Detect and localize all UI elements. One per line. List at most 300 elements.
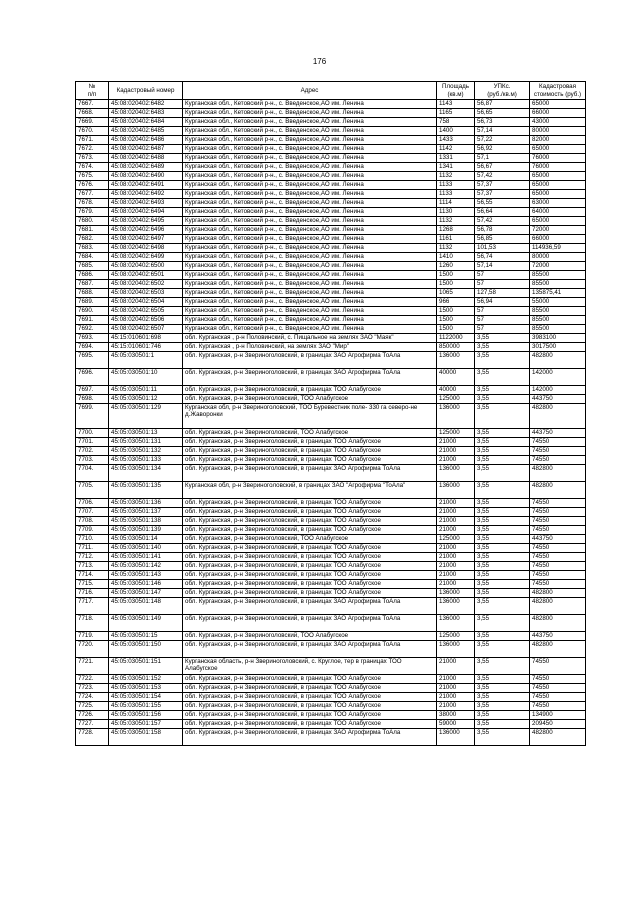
cell-address: обл. Курганская, р-н Звериноголовский, ТОО Алабугское: [183, 535, 437, 544]
cell-area: 21000: [437, 702, 475, 711]
table-row: [76, 544, 586, 553]
cell-row-number: 7704.: [76, 465, 109, 482]
cell-cadastral-number: 45:05:030501:12: [109, 395, 183, 404]
table-row: [76, 562, 586, 571]
cell-address: Курганская обл., Кетовский р-н., с. Введенское,АО им. Ленина: [183, 154, 437, 163]
table-row: [76, 118, 586, 127]
cell-area: 1132: [437, 172, 475, 181]
cell-upks: 3,55: [475, 508, 530, 517]
cell-cadastral-number: 45:08:020402:6495: [109, 217, 183, 226]
cell-cadastral-number: 45:08:020402:6492: [109, 190, 183, 199]
cell-cadastral-value: 85500: [530, 307, 586, 316]
cell-address: обл. Курганская, р-н Звериноголовский, в границах ТОО Алабугское: [183, 438, 437, 447]
cell-cadastral-number: 45:05:030501:143: [109, 571, 183, 580]
cell-upks: 3,55: [475, 729, 530, 746]
cell-cadastral-number: 45:05:030501:152: [109, 675, 183, 684]
cell-row-number: 7722.: [76, 675, 109, 684]
cell-cadastral-number: 45:05:030501:154: [109, 693, 183, 702]
cell-cadastral-value: 63000: [530, 199, 586, 208]
cell-cadastral-value: 74550: [530, 544, 586, 553]
cell-row-number: 7724.: [76, 693, 109, 702]
table-body: [76, 100, 586, 746]
cell-area: 1268: [437, 226, 475, 235]
cell-address: обл. Курганская , р-н Половинский, с. Пищальное на землях ЗАО "Маяк": [183, 334, 437, 343]
cell-row-number: 7707.: [76, 508, 109, 517]
cell-address: Курганская обл, р-н Звериноголовский, в границах ЗАО "Агрофирма "ТоАла": [183, 482, 437, 499]
cell-cadastral-value: 74550: [530, 658, 586, 675]
cell-area: 21000: [437, 447, 475, 456]
cell-cadastral-number: 45:05:030501:15: [109, 632, 183, 641]
cell-row-number: 7688.: [76, 289, 109, 298]
cell-cadastral-number: 45:05:030501:158: [109, 729, 183, 746]
cell-cadastral-number: 45:08:020402:6483: [109, 109, 183, 118]
cell-upks: 3,55: [475, 632, 530, 641]
cell-cadastral-number: 45:05:030501:129: [109, 404, 183, 429]
cell-cadastral-number: 45:05:030501:1: [109, 352, 183, 369]
cell-cadastral-value: 74550: [530, 447, 586, 456]
cell-area: 136000: [437, 404, 475, 429]
cell-address: Курганская область, р-н Звериноголовский, с. Круглое, тер в границах ТОО Алабугское: [183, 658, 437, 675]
cell-area: 136000: [437, 482, 475, 499]
table-row: [76, 729, 586, 746]
cell-row-number: 7691.: [76, 316, 109, 325]
table-row: [76, 352, 586, 369]
cell-row-number: 7681.: [76, 226, 109, 235]
cell-cadastral-value: 3017500: [530, 343, 586, 352]
cell-area: 136000: [437, 641, 475, 658]
cell-cadastral-number: 45:15:010601:698: [109, 334, 183, 343]
cell-area: 21000: [437, 499, 475, 508]
cell-address: обл. Курганская, р-н Звериноголовский, в границах ТОО Алабугское: [183, 386, 437, 395]
cell-upks: 3,55: [475, 395, 530, 404]
cell-upks: 57,14: [475, 262, 530, 271]
cell-upks: 56,55: [475, 199, 530, 208]
cell-upks: 57: [475, 271, 530, 280]
cell-upks: 3,55: [475, 352, 530, 369]
table-row: [76, 589, 586, 598]
cell-upks: 3,55: [475, 517, 530, 526]
cell-cadastral-value: 142000: [530, 369, 586, 386]
table-row: [76, 684, 586, 693]
table-row: [76, 208, 586, 217]
cell-row-number: 7670.: [76, 127, 109, 136]
table-row: [76, 307, 586, 316]
cell-upks: 127,58: [475, 289, 530, 298]
cell-cadastral-number: 45:05:030501:156: [109, 711, 183, 720]
cell-row-number: 7675.: [76, 172, 109, 181]
cell-area: 1400: [437, 127, 475, 136]
cell-area: 136000: [437, 352, 475, 369]
cell-row-number: 7686.: [76, 271, 109, 280]
cell-address: обл. Курганская, р-н Звериноголовский, в границах ТОО Алабугское: [183, 589, 437, 598]
cell-upks: 3,55: [475, 684, 530, 693]
table-row: [76, 136, 586, 145]
table-row: [76, 199, 586, 208]
page-number: 176: [312, 57, 327, 66]
cell-cadastral-number: 45:05:030501:155: [109, 702, 183, 711]
cell-row-number: 7714.: [76, 571, 109, 580]
cell-address: Курганская обл., Кетовский р-н., с. Введенское,АО им. Ленина: [183, 235, 437, 244]
cell-upks: 56,74: [475, 253, 530, 262]
cell-cadastral-value: 82000: [530, 136, 586, 145]
cell-address: Курганская обл., Кетовский р-н., с. Введенское,АО им. Ленина: [183, 118, 437, 127]
cell-area: 21000: [437, 553, 475, 562]
cell-cadastral-number: 45:08:020402:6505: [109, 307, 183, 316]
cell-area: 21000: [437, 658, 475, 675]
cell-cadastral-number: 45:15:010601:746: [109, 343, 183, 352]
cell-cadastral-value: 3983100: [530, 334, 586, 343]
cell-cadastral-value: 80000: [530, 127, 586, 136]
table-row: [76, 163, 586, 172]
cell-address: Курганская обл., Кетовский р-н., с. Введенское,АО им. Ленина: [183, 136, 437, 145]
cell-address: Курганская обл., Кетовский р-н., с. Введенское,АО им. Ленина: [183, 190, 437, 199]
cell-cadastral-number: 45:05:030501:141: [109, 553, 183, 562]
cell-address: обл. Курганская , р-н Половинский, на землях ЗАО "Мир": [183, 343, 437, 352]
cell-cadastral-number: 45:08:020402:6502: [109, 280, 183, 289]
cell-upks: 3,55: [475, 702, 530, 711]
cell-address: обл. Курганская, р-н Звериноголовский, в границах ТОО Алабугское: [183, 720, 437, 729]
cell-row-number: 7702.: [76, 447, 109, 456]
cell-upks: 57,14: [475, 127, 530, 136]
cell-upks: 57: [475, 325, 530, 334]
cell-cadastral-value: 64000: [530, 208, 586, 217]
cell-upks: 57,37: [475, 190, 530, 199]
column-header-cadastral-value: Кадастровая стоимость (руб.): [530, 82, 586, 100]
column-header-address: Адрес: [183, 82, 437, 100]
table-row: [76, 262, 586, 271]
cell-cadastral-value: 74550: [530, 580, 586, 589]
table-row: [76, 641, 586, 658]
cell-upks: 3,55: [475, 447, 530, 456]
cell-area: 1500: [437, 307, 475, 316]
cell-upks: 57,1: [475, 154, 530, 163]
cell-area: 1130: [437, 208, 475, 217]
cell-upks: 3,55: [475, 675, 530, 684]
cell-cadastral-number: 45:05:030501:137: [109, 508, 183, 517]
cell-row-number: 7689.: [76, 298, 109, 307]
cell-area: 1165: [437, 109, 475, 118]
cell-area: 1410: [437, 253, 475, 262]
cell-area: 1122000: [437, 334, 475, 343]
cell-row-number: 7709.: [76, 526, 109, 535]
cell-area: 758: [437, 118, 475, 127]
cell-address: Курганская обл., Кетовский р-н., с. Введенское,АО им. Ленина: [183, 181, 437, 190]
cell-address: обл. Курганская, р-н Звериноголовский, в границах ТОО Алабугское: [183, 675, 437, 684]
cell-area: 1142: [437, 145, 475, 154]
cell-area: 1433: [437, 136, 475, 145]
cell-area: 1260: [437, 262, 475, 271]
cell-cadastral-number: 45:05:030501:146: [109, 580, 183, 589]
cell-cadastral-number: 45:08:020402:6486: [109, 136, 183, 145]
table-row: [76, 235, 586, 244]
cell-cadastral-number: 45:08:020402:6490: [109, 172, 183, 181]
cell-row-number: 7695.: [76, 352, 109, 369]
table-row: [76, 343, 586, 352]
cell-row-number: 7685.: [76, 262, 109, 271]
table-row: [76, 580, 586, 589]
cell-row-number: 7678.: [76, 199, 109, 208]
cell-upks: 56,92: [475, 145, 530, 154]
cell-cadastral-number: 45:08:020402:6500: [109, 262, 183, 271]
table-row: [76, 535, 586, 544]
cell-row-number: 7723.: [76, 684, 109, 693]
cell-cadastral-value: 66000: [530, 235, 586, 244]
cell-row-number: 7674.: [76, 163, 109, 172]
cell-upks: 57: [475, 280, 530, 289]
cell-address: обл. Курганская, р-н Звериноголовский, в границах ЗАО Агрофирма ТоАла: [183, 465, 437, 482]
cell-address: обл. Курганская, р-н Звериноголовский, в границах ЗАО Агрофирма ТоАла: [183, 369, 437, 386]
cell-cadastral-value: 74550: [530, 562, 586, 571]
cell-cadastral-value: 142000: [530, 386, 586, 395]
cell-upks: 57: [475, 307, 530, 316]
cell-area: 1331: [437, 154, 475, 163]
cell-upks: 56,73: [475, 118, 530, 127]
cell-upks: 3,55: [475, 658, 530, 675]
cell-address: обл. Курганская, р-н Звериноголовский, в границах ТОО Алабугское: [183, 571, 437, 580]
cell-cadastral-number: 45:05:030501:148: [109, 598, 183, 615]
cell-cadastral-value: 85500: [530, 316, 586, 325]
cell-cadastral-value: 443750: [530, 395, 586, 404]
cell-area: 21000: [437, 571, 475, 580]
cell-address: обл. Курганская, р-н Звериноголовский, в границах ТОО Алабугское: [183, 517, 437, 526]
cell-area: 59000: [437, 720, 475, 729]
table-row: [76, 517, 586, 526]
cell-cadastral-value: 74550: [530, 684, 586, 693]
cell-area: 21000: [437, 438, 475, 447]
cell-cadastral-value: 482800: [530, 589, 586, 598]
cell-row-number: 7712.: [76, 553, 109, 562]
cell-address: обл. Курганская, р-н Звериноголовский, в границах ТОО Алабугское: [183, 508, 437, 517]
cell-cadastral-number: 45:05:030501:147: [109, 589, 183, 598]
cell-address: Курганская обл., Кетовский р-н., с. Введенское,АО им. Ленина: [183, 199, 437, 208]
cell-address: обл. Курганская, р-н Звериноголовский, в границах ТОО Алабугское: [183, 693, 437, 702]
cell-cadastral-number: 45:08:020402:6484: [109, 118, 183, 127]
cell-address: Курганская обл., Кетовский р-н., с. Введенское,АО им. Ленина: [183, 217, 437, 226]
cell-cadastral-number: 45:05:030501:10: [109, 369, 183, 386]
table-row: [76, 658, 586, 675]
table-row: [76, 465, 586, 482]
table-row: [76, 711, 586, 720]
cell-cadastral-value: 65000: [530, 190, 586, 199]
cell-address: Курганская обл., Кетовский р-н., с. Введенское,АО им. Ленина: [183, 271, 437, 280]
cell-upks: 56,64: [475, 208, 530, 217]
cell-address: Курганская обл., Кетовский р-н., с. Введенское,АО им. Ленина: [183, 100, 437, 109]
cell-address: обл. Курганская, р-н Звериноголовский, в границах ТОО Алабугское: [183, 562, 437, 571]
table-row: [76, 298, 586, 307]
cell-cadastral-number: 45:05:030501:135: [109, 482, 183, 499]
cell-cadastral-value: 443750: [530, 429, 586, 438]
cell-area: 1133: [437, 190, 475, 199]
cell-cadastral-value: 114936,59: [530, 244, 586, 253]
cell-address: обл. Курганская, р-н Звериноголовский, ТОО Алабугское: [183, 395, 437, 404]
table-row: [76, 499, 586, 508]
cell-address: Курганская обл., Кетовский р-н., с. Введенское,АО им. Ленина: [183, 280, 437, 289]
cell-row-number: 7684.: [76, 253, 109, 262]
cell-row-number: 7692.: [76, 325, 109, 334]
cell-row-number: 7726.: [76, 711, 109, 720]
cell-row-number: 7667.: [76, 100, 109, 109]
table-row: [76, 702, 586, 711]
cell-row-number: 7699.: [76, 404, 109, 429]
table-row: [76, 508, 586, 517]
cell-area: 136000: [437, 729, 475, 746]
cell-cadastral-value: 85500: [530, 271, 586, 280]
cell-upks: 56,94: [475, 298, 530, 307]
cell-row-number: 7697.: [76, 386, 109, 395]
cell-cadastral-value: 482800: [530, 615, 586, 632]
cell-row-number: 7693.: [76, 334, 109, 343]
cell-address: обл. Курганская, р-н Звериноголовский, ТОО Алабугское: [183, 632, 437, 641]
table-row: [76, 271, 586, 280]
cell-cadastral-number: 45:08:020402:6487: [109, 145, 183, 154]
table-row: [76, 447, 586, 456]
cell-upks: 57,42: [475, 172, 530, 181]
cell-upks: 3,55: [475, 386, 530, 395]
table-row: [76, 482, 586, 499]
cell-area: 21000: [437, 562, 475, 571]
cell-address: обл. Курганская, р-н Звериноголовский, в границах ТОО Алабугское: [183, 711, 437, 720]
column-header-cadastral-number: Кадастровый номер: [109, 82, 183, 100]
cell-cadastral-number: 45:05:030501:131: [109, 438, 183, 447]
cell-area: 21000: [437, 544, 475, 553]
cell-row-number: 7706.: [76, 499, 109, 508]
cell-row-number: 7694.: [76, 343, 109, 352]
cell-row-number: 7711.: [76, 544, 109, 553]
cell-row-number: 7669.: [76, 118, 109, 127]
table-row: [76, 571, 586, 580]
cell-cadastral-value: 482800: [530, 482, 586, 499]
cell-area: 850000: [437, 343, 475, 352]
cell-cadastral-number: 45:08:020402:6494: [109, 208, 183, 217]
cell-area: 1500: [437, 280, 475, 289]
cell-area: 40000: [437, 386, 475, 395]
cell-upks: 56,65: [475, 109, 530, 118]
table-row: [76, 369, 586, 386]
cell-row-number: 7700.: [76, 429, 109, 438]
cell-row-number: 7728.: [76, 729, 109, 746]
cell-area: 21000: [437, 693, 475, 702]
cell-cadastral-value: 74550: [530, 517, 586, 526]
cell-cadastral-value: 443750: [530, 535, 586, 544]
cell-area: 21000: [437, 580, 475, 589]
cell-area: 136000: [437, 589, 475, 598]
cell-row-number: 7715.: [76, 580, 109, 589]
cell-cadastral-number: 45:05:030501:139: [109, 526, 183, 535]
cell-address: Курганская обл., Кетовский р-н., с. Введенское,АО им. Ленина: [183, 109, 437, 118]
cell-upks: 57: [475, 316, 530, 325]
table-row: [76, 190, 586, 199]
cell-cadastral-value: 85500: [530, 280, 586, 289]
cell-cadastral-value: 72000: [530, 226, 586, 235]
cell-address: Курганская обл., Кетовский р-н., с. Введенское,АО им. Ленина: [183, 253, 437, 262]
cell-row-number: 7713.: [76, 562, 109, 571]
cell-address: обл. Курганская, р-н Звериноголовский, в границах ЗАО Агрофирма ТоАла: [183, 729, 437, 746]
cell-upks: 3,55: [475, 535, 530, 544]
cell-cadastral-value: 209450: [530, 720, 586, 729]
cell-row-number: 7680.: [76, 217, 109, 226]
cell-address: обл. Курганская, р-н Звериноголовский, в границах ТОО Алабугское: [183, 499, 437, 508]
cell-row-number: 7710.: [76, 535, 109, 544]
cell-cadastral-number: 45:08:020402:6503: [109, 289, 183, 298]
column-header-number: № п/п: [76, 82, 109, 100]
cell-address: обл. Курганская, р-н Звериноголовский, в границах ТОО Алабугское: [183, 702, 437, 711]
cell-upks: 56,78: [475, 226, 530, 235]
cell-address: обл. Курганская, р-н Звериноголовский, в границах ТОО Алабугское: [183, 447, 437, 456]
cell-area: 1500: [437, 325, 475, 334]
cell-cadastral-value: 65000: [530, 181, 586, 190]
cell-cadastral-number: 45:05:030501:132: [109, 447, 183, 456]
cadastral-table: [75, 81, 586, 746]
cell-cadastral-number: 45:05:030501:138: [109, 517, 183, 526]
cell-cadastral-value: 74550: [530, 702, 586, 711]
cell-cadastral-value: 80000: [530, 253, 586, 262]
table-row: [76, 386, 586, 395]
cell-upks: 3,55: [475, 641, 530, 658]
table-row: [76, 395, 586, 404]
cell-upks: 3,55: [475, 580, 530, 589]
cell-upks: 3,55: [475, 369, 530, 386]
column-header-upks: УПКс. (руб./кв.м): [475, 82, 530, 100]
table-row: [76, 334, 586, 343]
cell-area: 136000: [437, 615, 475, 632]
cell-area: 1341: [437, 163, 475, 172]
cell-cadastral-number: 45:08:020402:6497: [109, 235, 183, 244]
cell-area: 1500: [437, 271, 475, 280]
cell-cadastral-number: 45:05:030501:149: [109, 615, 183, 632]
cell-row-number: 7677.: [76, 190, 109, 199]
cell-address: Курганская обл, р-н Звериноголовский, ТОО Буревестник поле- 330 га северо-не д.Жаворонки: [183, 404, 437, 429]
cell-address: Курганская обл., Кетовский р-н., с. Введенское,АО им. Ленина: [183, 172, 437, 181]
cell-cadastral-value: 55000: [530, 298, 586, 307]
table-header-row: [76, 82, 586, 100]
cell-cadastral-value: 74550: [530, 526, 586, 535]
cell-cadastral-value: 482800: [530, 352, 586, 369]
cell-area: 1161: [437, 235, 475, 244]
cell-cadastral-value: 74550: [530, 553, 586, 562]
cell-area: 21000: [437, 526, 475, 535]
cell-row-number: 7725.: [76, 702, 109, 711]
table-row: [76, 109, 586, 118]
cell-cadastral-value: 74550: [530, 438, 586, 447]
cell-cadastral-number: 45:05:030501:150: [109, 641, 183, 658]
cell-cadastral-value: 76000: [530, 154, 586, 163]
cell-upks: 3,55: [475, 456, 530, 465]
cell-upks: 3,55: [475, 553, 530, 562]
cell-upks: 3,55: [475, 544, 530, 553]
cell-address: обл. Курганская, р-н Звериноголовский, в границах ЗАО Агрофирма ТоАла: [183, 598, 437, 615]
table-row: [76, 325, 586, 334]
cell-upks: 101,53: [475, 244, 530, 253]
cell-row-number: 7679.: [76, 208, 109, 217]
cell-cadastral-value: 66000: [530, 109, 586, 118]
cell-upks: 3,55: [475, 343, 530, 352]
cell-area: 21000: [437, 684, 475, 693]
cell-cadastral-number: 45:08:020402:6496: [109, 226, 183, 235]
cell-area: 136000: [437, 465, 475, 482]
cell-area: 38000: [437, 711, 475, 720]
cell-cadastral-value: 74550: [530, 508, 586, 517]
cell-area: 1132: [437, 217, 475, 226]
cell-cadastral-value: 65000: [530, 145, 586, 154]
cell-upks: 3,55: [475, 711, 530, 720]
cell-cadastral-number: 45:05:030501:151: [109, 658, 183, 675]
cell-cadastral-number: 45:05:030501:136: [109, 499, 183, 508]
cell-area: 1500: [437, 316, 475, 325]
column-header-area: Площадь (кв.м): [437, 82, 475, 100]
cell-area: 125000: [437, 429, 475, 438]
cell-upks: 3,55: [475, 499, 530, 508]
table-row: [76, 100, 586, 109]
